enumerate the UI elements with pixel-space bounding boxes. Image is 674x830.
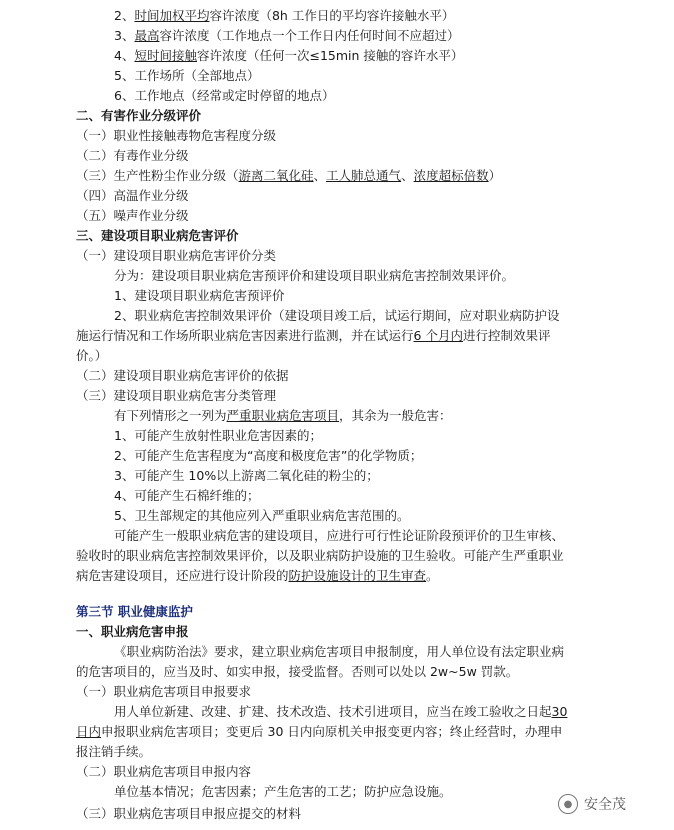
list-item: 1、建设项目职业病危害预评价 — [114, 288, 285, 303]
wechat-icon: ● — [558, 794, 578, 814]
section-heading: 一、职业病危害申报 — [76, 624, 189, 639]
paragraph-line: 验收时的职业病危害控制效果评价，以及职业病防护设施的卫生验收。可能产生严重职业 — [76, 548, 564, 563]
list-item: 3、最高容许浓度（工作地点一个工作日内任何时间不应超过） — [114, 28, 460, 43]
subheading: （三）建设项目职业病危害分类管理 — [76, 388, 277, 403]
paragraph-line: 用人单位新建、改建、扩建、技术改造、技术引进项目，应当在竣工验收之日起30 — [114, 704, 568, 719]
watermark — [558, 793, 626, 815]
paragraph-line: 《职业病防治法》要求，建立职业病危害项目申报制度，用人单位设有法定职业病 — [114, 644, 565, 659]
list-item: 4、短时间接触容许浓度（任何一次≤15min 接触的容许水平） — [114, 48, 464, 63]
section-title: 第三节 职业健康监护 — [76, 604, 193, 619]
list-item: 5、工作场所（全部地点） — [114, 68, 260, 83]
section-heading: 二、有害作业分级评价 — [76, 108, 202, 123]
list-item: 6、工作地点（经常或定时停留的地点） — [114, 88, 335, 103]
list-item: 4、可能产生石棉纤维的； — [114, 488, 260, 503]
paragraph-line: 价。） — [76, 348, 108, 363]
list-item: （二）有毒作业分级 — [76, 148, 189, 163]
subheading: （二）建设项目职业病危害评价的依据 — [76, 368, 289, 383]
paragraph-line: 日内申报职业病危害项目；变更后 30 日内向原机关申报变更内容；终止经营时，办理申 — [76, 724, 563, 739]
paragraph-line: 病危害建设项目，还应进行设计阶段的防护设施设计的卫生审查。 — [76, 568, 439, 583]
list-item: 3、可能产生 10%以上游离二氧化硅的粉尘的； — [114, 468, 379, 483]
paragraph-line: 施运行情况和工作场所职业病危害因素进行监测，并在试运行6 个月内进行控制效果评 — [76, 328, 551, 343]
section-heading: 三、建设项目职业病危害评价 — [76, 228, 239, 243]
list-item: （四）高温作业分级 — [76, 188, 189, 203]
list-item: （五）噪声作业分级 — [76, 208, 189, 223]
list-item: （三）生产性粉尘作业分级（游离二氧化硅、工人肺总通气、浓度超标倍数） — [76, 168, 502, 183]
list-item: 1、可能产生放射性职业危害因素的； — [114, 428, 322, 443]
paragraph-line: 的危害项目的，应当及时、如实申报，接受监督。否则可以处以 2w~5w 罚款。 — [76, 664, 519, 679]
subheading: （一）职业病危害项目申报要求 — [76, 684, 252, 699]
subheading: （一）建设项目职业病危害评价分类 — [76, 248, 277, 263]
watermark-text: 安全茂 — [584, 797, 626, 813]
paragraph: 有下列情形之一列为严重职业病危害项目，其余为一般危害： — [114, 408, 452, 423]
paragraph-line: 可能产生一般职业病危害的建设项目，应进行可行性论证阶段预评价的卫生审核、 — [114, 528, 565, 543]
list-item: （一）职业性接触毒物危害程度分级 — [76, 128, 277, 143]
paragraph-line: 单位基本情况；危害因素；产生危害的工艺；防护应急设施。 — [114, 784, 452, 799]
list-item: 5、卫生部规定的其他应列入严重职业病危害范围的。 — [114, 508, 410, 523]
paragraph-line: 报注销手续。 — [76, 744, 152, 759]
paragraph: 分为：建设项目职业病危害预评价和建设项目职业病危害控制效果评价。 — [114, 268, 515, 283]
list-item: 2、可能产生危害程度为“高度和极度危害”的化学物质； — [114, 448, 423, 463]
subheading: （三）职业病危害项目申报应提交的材料 — [76, 806, 302, 821]
list-item: 2、时间加权平均容许浓度（8h 工作日的平均容许接触水平） — [114, 8, 455, 23]
subheading: （二）职业病危害项目申报内容 — [76, 764, 252, 779]
paragraph-line: 2、职业病危害控制效果评价（建设项目竣工后，试运行期间，应对职业病防护设 — [114, 308, 560, 323]
